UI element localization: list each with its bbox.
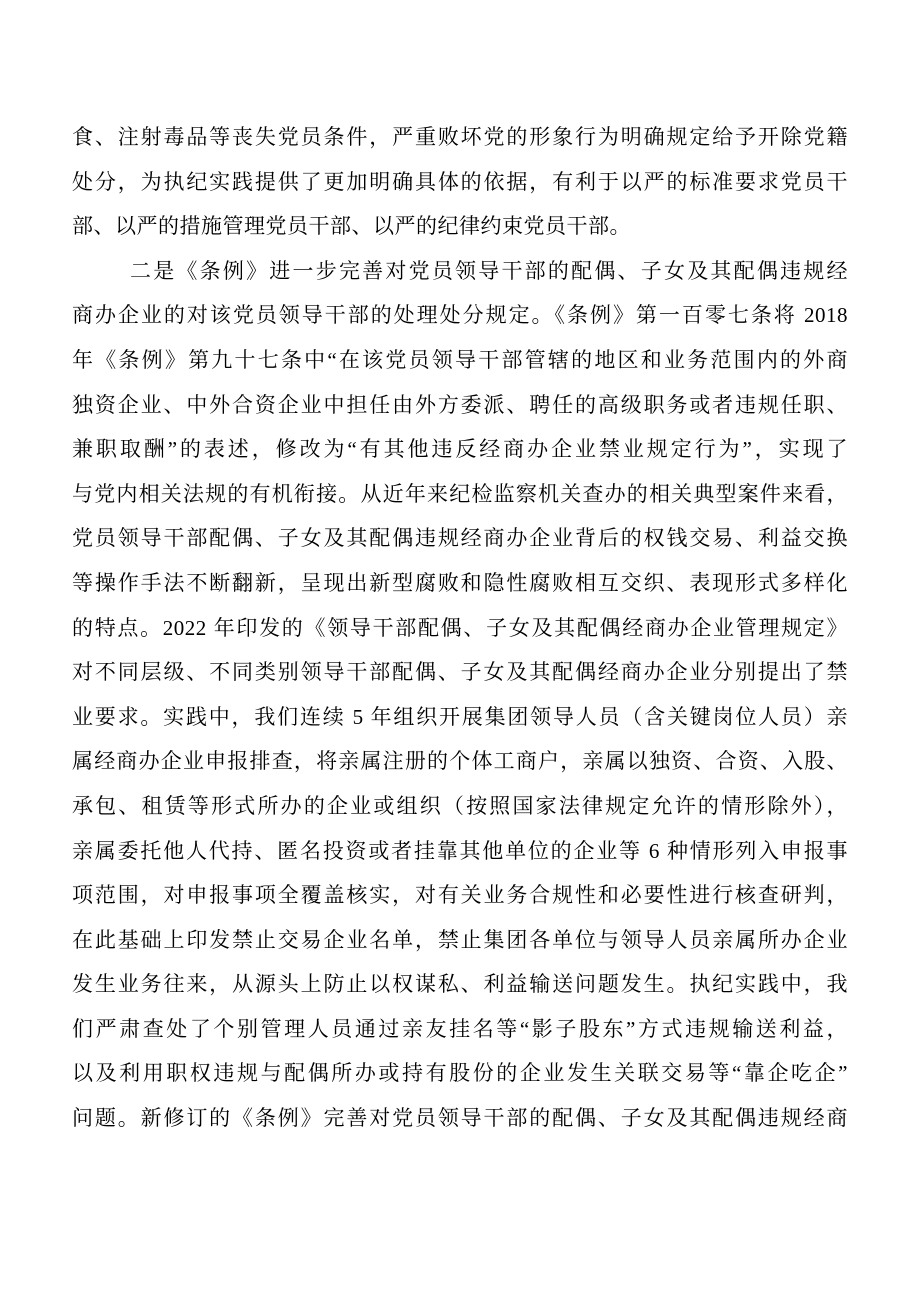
text-line: 党员领导干部配偶、子女及其配偶违规经商办企业背后的权钱交易、利益交换 [72, 526, 848, 551]
text-line: 食、注射毒品等丧失党员条件，严重败坏党的形象行为明确规定给予开除党籍 [72, 125, 848, 149]
text-line: 项范围，对申报事项全覆盖核实，对有关业务合规性和必要性进行核查研判， [72, 883, 848, 908]
text-line: 对不同层级、不同类别领导干部配偶、子女及其配偶经商办企业分别提出了禁 [72, 660, 848, 685]
text-line: 处分，为执纪实践提供了更加明确具体的依据，有利于以严的标准要求党员干 [72, 169, 848, 194]
text-line: 年《条例》第九十七条中“在该党员领导干部管辖的地区和业务范围内的外商 [72, 347, 848, 372]
text-line: 们严肃查处了个别管理人员通过亲友挂名等“影子股东”方式违规输送利益， [72, 1016, 848, 1041]
text-line: 发生业务往来，从源头上防止以权谋私、利益输送问题发生。执纪实践中，我 [72, 972, 848, 997]
text-line: 等操作手法不断翻新，呈现出新型腐败和隐性腐败相互交织、表现形式多样化 [72, 570, 848, 595]
text-line: 部、以严的措施管理党员干部、以严的纪律约束党员干部。 [72, 214, 631, 239]
text-line: 商办企业的对该党员领导干部的处理处分规定。《条例》第一百零七条将 2018 [72, 303, 848, 328]
text-line: 二是《条例》进一步完善对党员领导干部的配偶、子女及其配偶违规经 [130, 258, 848, 283]
text-line: 问题。新修订的《条例》完善对党员领导干部的配偶、子女及其配偶违规经商 [72, 1106, 848, 1131]
text-line: 在此基础上印发禁止交易企业名单，禁止集团各单位与领导人员亲属所办企业 [72, 927, 848, 952]
text-line: 兼职取酬”的表述，修改为“有其他违反经商办企业禁业规定行为”，实现了 [72, 437, 848, 462]
text-line: 与党内相关法规的有机衔接。从近年来纪检监察机关查办的相关典型案件来看， [72, 481, 848, 506]
text-line: 以及利用职权违规与配偶所办或持有股份的企业发生关联交易等“靠企吃企” [72, 1061, 848, 1086]
text-line: 亲属委托他人代持、匿名投资或者挂靠其他单位的企业等 6 种情形列入申报事 [72, 838, 848, 863]
text-line: 独资企业、中外合资企业中担任由外方委派、聘任的高级职务或者违规任职、 [72, 392, 848, 417]
text-line: 的特点。2022 年印发的《领导干部配偶、子女及其配偶经商办企业管理规定》 [72, 615, 848, 640]
text-line: 业要求。实践中，我们连续 5 年组织开展集团领导人员（含关键岗位人员）亲 [72, 704, 848, 729]
text-line: 承包、租赁等形式所办的企业或组织（按照国家法律规定允许的情形除外）， [72, 793, 848, 818]
text-line: 属经商办企业申报排查，将亲属注册的个体工商户，亲属以独资、合资、入股、 [72, 749, 848, 774]
